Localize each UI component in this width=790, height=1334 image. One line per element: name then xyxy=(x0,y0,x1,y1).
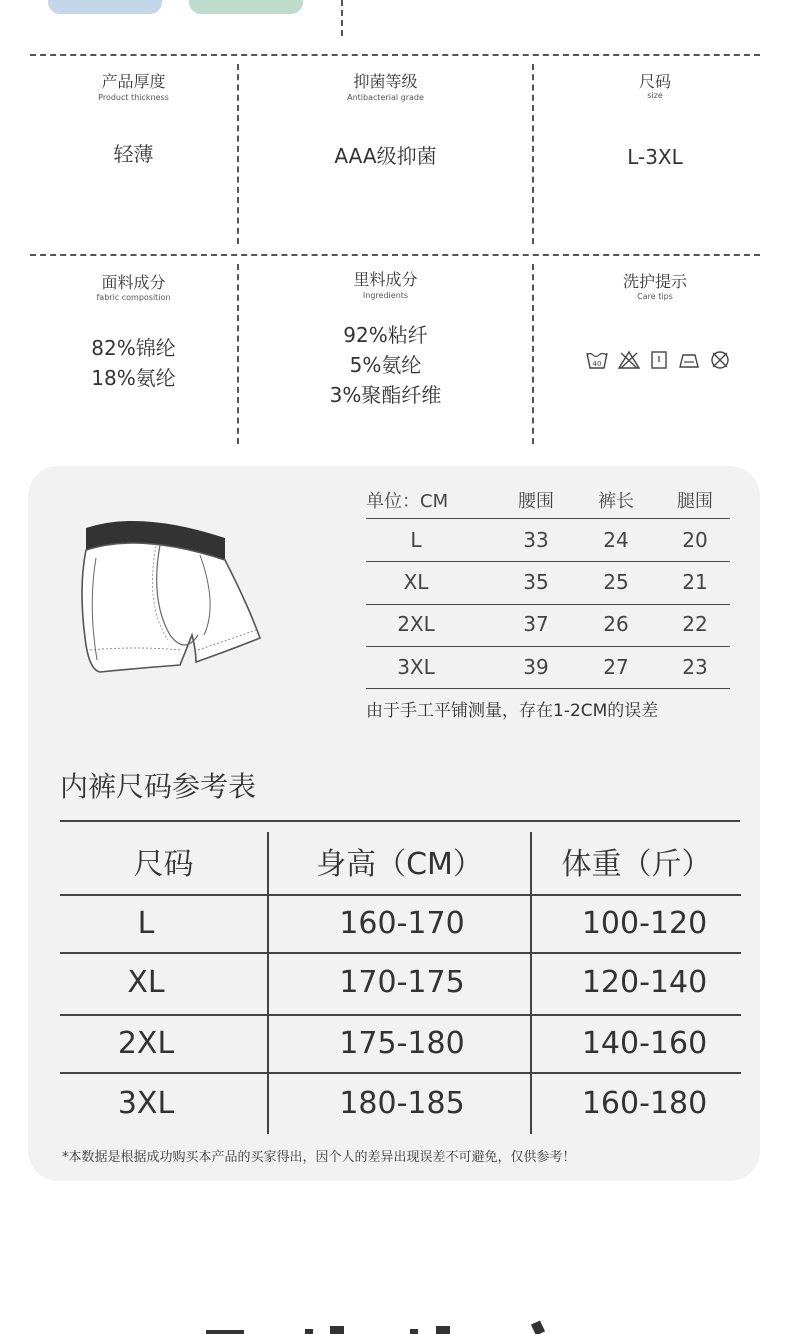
size-ref-cell-size: 3XL xyxy=(117,1086,175,1121)
measure-note: 由于手工平铺测量，存在1-2CM的误差 xyxy=(366,701,659,721)
measure-cell-size: 2XL xyxy=(397,612,435,636)
measure-cell-waist: 35 xyxy=(523,570,549,594)
spec-grid-line-top xyxy=(30,54,760,56)
no-bleach-icon xyxy=(618,350,640,370)
measure-header-length: 裤长 xyxy=(598,491,634,512)
size-ref-header-size: 尺码 xyxy=(133,847,194,882)
boxer-briefs-illustration xyxy=(70,510,270,680)
spec-care-sub: Care tips xyxy=(637,292,673,301)
size-ref-cell-size: 2XL xyxy=(117,1026,175,1061)
size-ref-cell-size: L xyxy=(137,906,155,941)
spec-antibacterial-value: AAA级抑菌 xyxy=(334,144,437,168)
size-ref-header-height: 身高（CM） xyxy=(316,847,483,882)
spec-lining-title: 里料成分 xyxy=(353,270,418,289)
size-ref-cell-weight: 160-180 xyxy=(581,1086,708,1121)
spec-antibacterial-sub: Antibacterial grade xyxy=(347,93,424,102)
measure-row xyxy=(366,561,730,603)
size-ref-cell-weight: 140-160 xyxy=(581,1026,708,1061)
measure-line-4 xyxy=(366,688,730,689)
size-ref-cell-height: 170-175 xyxy=(339,965,465,1000)
measure-table-header xyxy=(366,482,730,522)
measure-cell-leg: 23 xyxy=(682,655,708,679)
measure-cell-leg: 21 xyxy=(682,570,708,594)
spec-size-title: 尺码 xyxy=(638,72,671,91)
size-ref-cell-height: 160-170 xyxy=(339,906,465,941)
measure-cell-size: L xyxy=(410,528,422,552)
spec-size-value: L-3XL xyxy=(627,145,683,169)
spec-fabric-value: 82%锦纶 18%氨纶 xyxy=(91,336,176,390)
spec-antibacterial-title: 抑菌等级 xyxy=(353,72,418,91)
spec-size-sub: size xyxy=(647,91,663,100)
color-swatch-green[interactable] xyxy=(189,0,303,14)
size-ref-header-weight: 体重（斤） xyxy=(561,847,712,882)
measure-header-waist: 腰围 xyxy=(518,491,554,512)
measure-cell-length: 25 xyxy=(603,570,629,594)
measure-row xyxy=(366,519,730,561)
size-ref-line-0 xyxy=(60,820,740,822)
spec-fabric-title: 面料成分 xyxy=(101,273,166,292)
iron-low-icon xyxy=(678,350,700,370)
measure-header-leg: 腿围 xyxy=(677,491,713,512)
no-dry-clean-icon xyxy=(710,350,730,370)
measure-cell-waist: 33 xyxy=(523,528,549,552)
size-ref-footnote: *本数据是根据成功购买本产品的买家得出，因个人的差异出现误差不可避免，仅供参考！ xyxy=(62,1150,576,1165)
measure-cell-size: XL xyxy=(403,570,429,594)
size-ref-cell-weight: 100-120 xyxy=(581,906,708,941)
top-divider xyxy=(341,0,343,36)
measure-cell-waist: 37 xyxy=(523,612,549,636)
measure-cell-size: 3XL xyxy=(397,655,435,679)
measure-header-unit: 单位：CM xyxy=(366,491,449,512)
color-swatch-blue[interactable] xyxy=(48,0,162,14)
size-ref-title: 内裤尺码参考表 xyxy=(60,770,257,803)
measure-cell-waist: 39 xyxy=(523,655,549,679)
svg-text:40: 40 xyxy=(592,360,602,368)
next-section-heading-fragment xyxy=(0,1318,790,1334)
measure-cell-length: 24 xyxy=(603,528,629,552)
size-ref-cell-height: 180-185 xyxy=(339,1086,465,1121)
measure-cell-leg: 22 xyxy=(682,612,708,636)
spec-thickness-title: 产品厚度 xyxy=(101,72,166,91)
measure-row xyxy=(366,646,730,688)
size-ref-cell-size: XL xyxy=(127,965,165,1000)
spec-thickness-value: 轻薄 xyxy=(113,142,154,166)
spec-lining-sub: Ingredients xyxy=(362,291,409,300)
spec-grid-line-middle xyxy=(30,254,760,256)
spec-lining-value: 92%粘纤 5%氨纶 3%聚酯纤维 xyxy=(329,323,442,407)
measure-cell-leg: 20 xyxy=(682,528,708,552)
spec-care-title: 洗护提示 xyxy=(622,272,687,291)
size-ref-cell-weight: 120-140 xyxy=(581,965,708,1000)
tumble-dry-icon xyxy=(650,350,668,370)
measure-cell-length: 27 xyxy=(603,655,629,679)
measure-row xyxy=(366,603,730,645)
measure-cell-length: 26 xyxy=(603,612,629,636)
size-ref-cell-height: 175-180 xyxy=(339,1026,465,1061)
spec-fabric-sub: fabric composition xyxy=(96,293,171,302)
wash-40-icon xyxy=(586,350,608,370)
care-icons xyxy=(586,350,730,370)
spec-thickness-sub: Product thickness xyxy=(98,93,169,102)
